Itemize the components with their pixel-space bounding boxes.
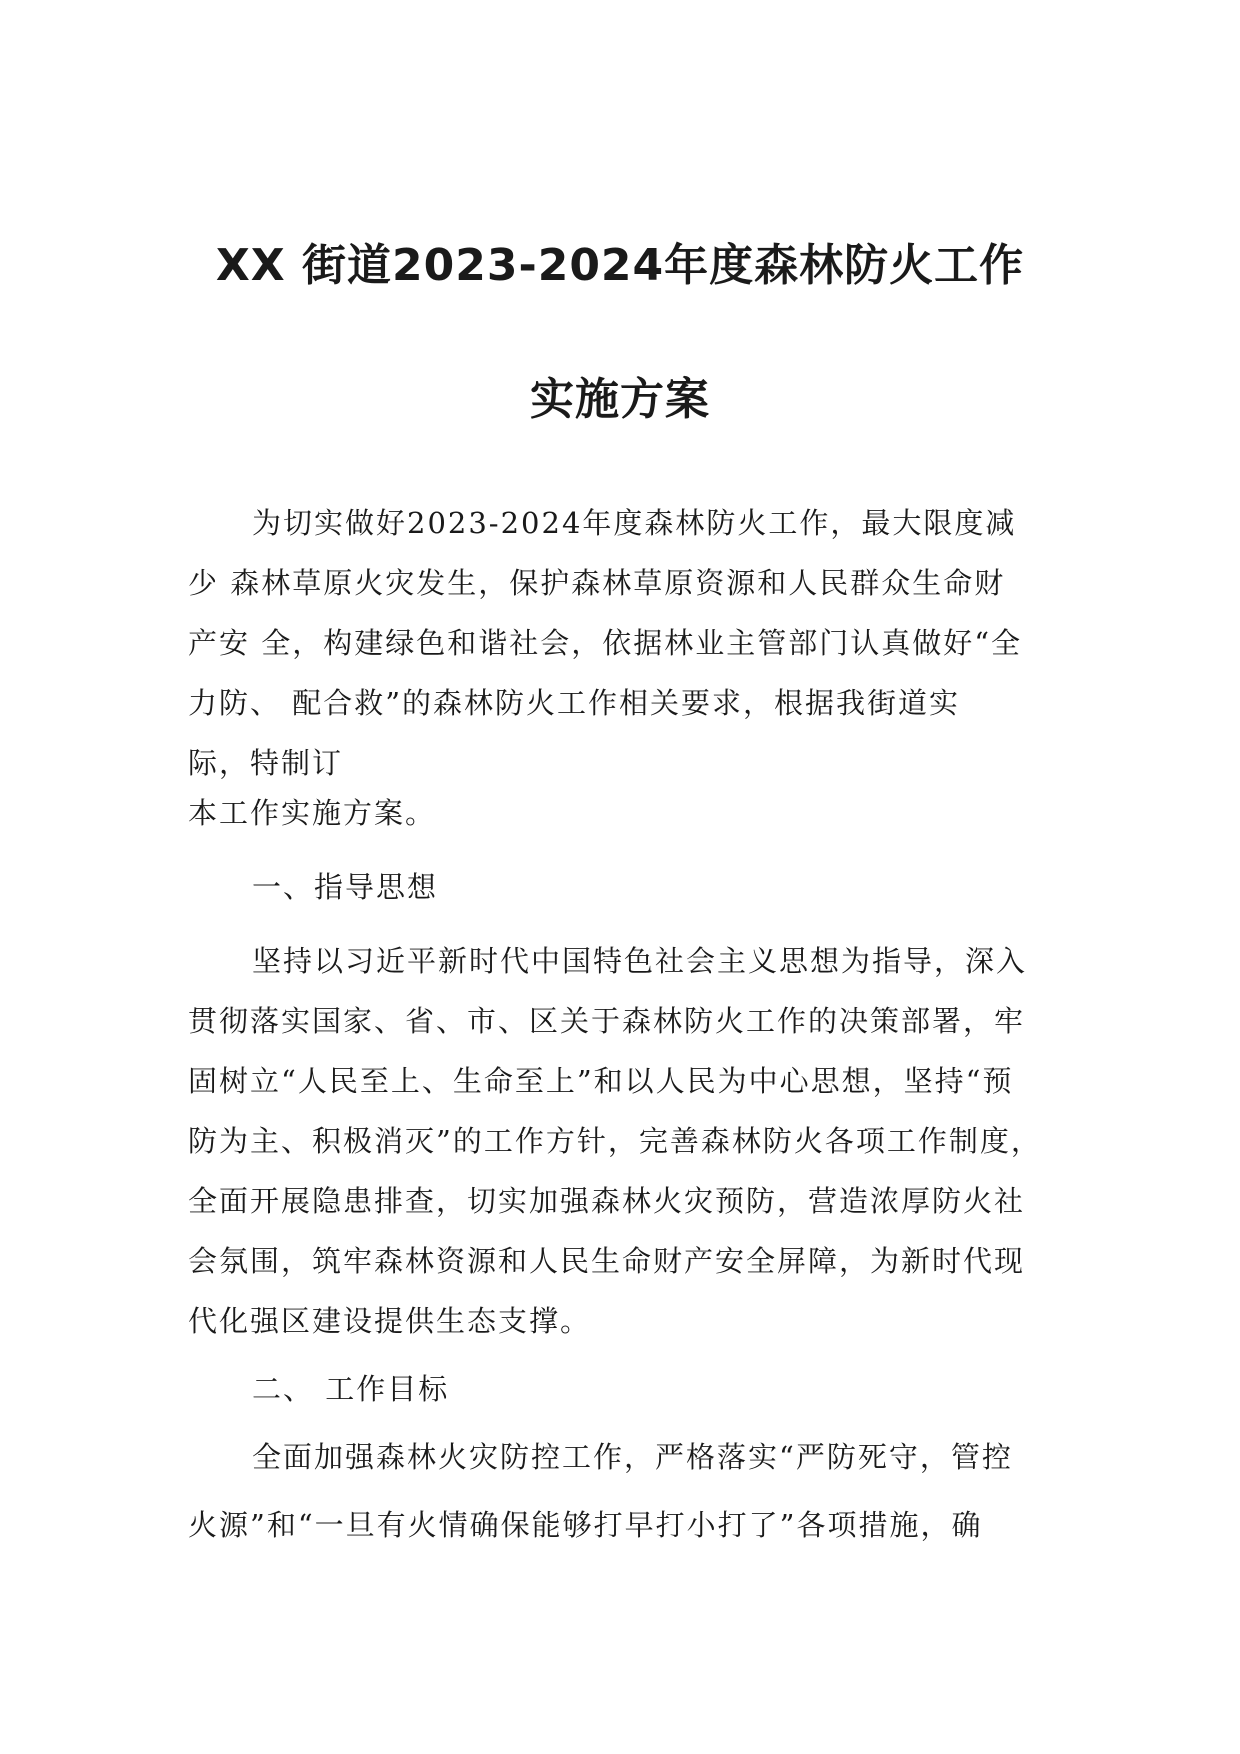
section1-line: 代化强区建设提供生态支撑。 — [188, 1304, 592, 1338]
section1-line: 全面开展隐患排查，切实加强森林火灾预防，营造浓厚防火社 — [188, 1184, 1026, 1218]
intro-line: 际，特制订 — [188, 746, 344, 780]
section1-line: 坚持以习近平新时代中国特色社会主义思想为指导，深入 — [252, 944, 1028, 978]
section1-line: 会氛围，筑牢森林资源和人民生命财产安全屏障，为新时代现 — [188, 1244, 1026, 1278]
section1-line: 防为主、积极消灭”的工作方针，完善森林防火各项工作制度， — [188, 1124, 1042, 1158]
intro-line: 为切实做好2023-2024年度森林防火工作，最大限度减 — [252, 506, 1017, 540]
section2-line: 火源”和“一旦有火情确保能够打早打小打了”各项措施，确 — [188, 1508, 983, 1542]
section1-line: 贯彻落实国家、省、市、区关于森林防火工作的决策部署，牢 — [188, 1004, 1026, 1038]
document-body — [188, 493, 1058, 1555]
document-title-line2: 实施方案 — [530, 374, 710, 425]
intro-line: 少 森林草原火灾发生，保护森林草原资源和人民群众生命财 — [188, 566, 1006, 600]
intro-line: 产安 全，构建绿色和谐社会，依据林业主管部门认真做好“全 — [188, 626, 1023, 660]
section-heading-guiding-thought: 一、指导思想 — [252, 870, 439, 904]
section-heading-work-goal: 二、 工作目标 — [252, 1372, 450, 1406]
section2-line: 全面加强森林火灾防控工作，严格落实“严防死守，管控 — [252, 1440, 1013, 1474]
section1-line: 固树立“人民至上、生命至上”和以人民为中心思想，坚持“预 — [188, 1064, 1014, 1098]
intro-line: 力防、 配合救”的森林防火工作相关要求，根据我街道实 — [188, 686, 961, 720]
document-title-line1: XX 街道2023-2024年度森林防火工作 — [215, 240, 1025, 291]
intro-line: 本工作实施方案。 — [188, 796, 437, 830]
